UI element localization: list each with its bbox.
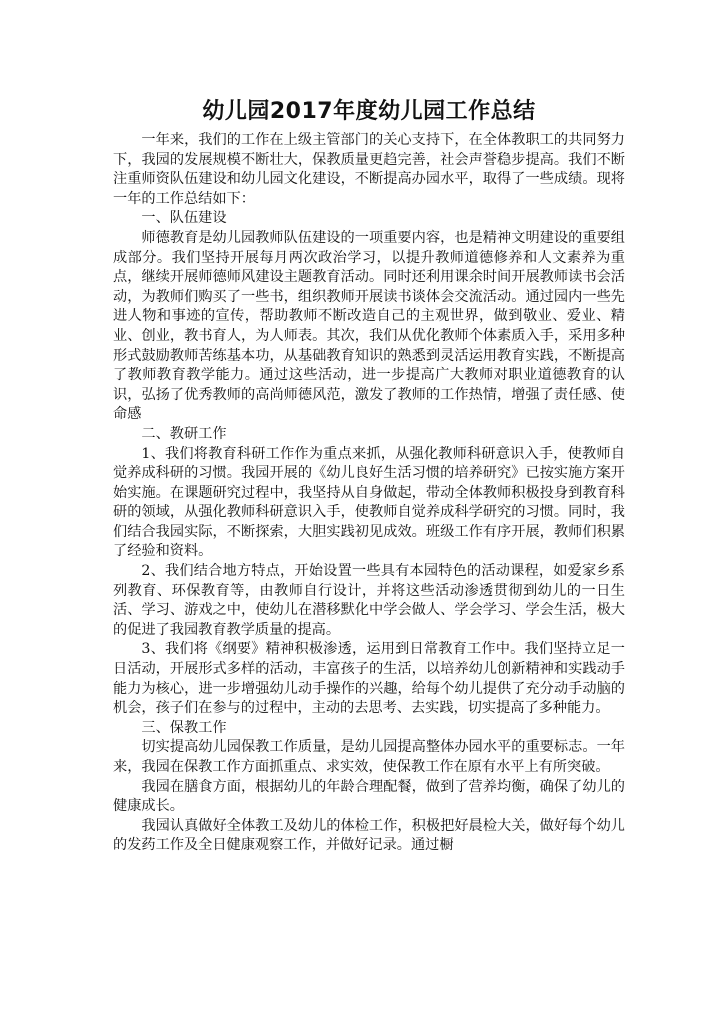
paragraph-care-2: 我园在膳食方面，根据幼儿的年龄合理配餐，做到了营养均衡，确保了幼儿的健康成长。 (113, 778, 625, 815)
section-heading-care: 三、保教工作 (141, 719, 227, 736)
document-page (113, 97, 625, 856)
paragraph-care-3: 我园认真做好全体教工及幼儿的体检工作，积极把好晨检大关，做好每个幼儿的发药工作及全日健康观察工作，并做好记录。通过橱 (113, 817, 625, 854)
paragraph-care-1: 切实提高幼儿园保教工作质量，是幼儿园提高整体办园水平的重要标志。一年来，我园在保教工作方面抓重点、求实效，使保教工作在原有水平上有所突破。 (113, 739, 625, 775)
paragraph-teacher-ethics: 师德教育是幼儿园教师队伍建设的一项重要内容，也是精神文明建设的重要组成部分。我们坚持开展每月两次政治学习，以提升教师道德修养和人文素养为重点，继续开展师德师风建设主题教育活动。同时还利用课余时间开展教师读书会活动，为教师们购买了一些书，组织教师开展读书谈体会交流活动。通过园内一些先进人物和事迹的宣传，帮助教师不断改造自己的主观世界，做到敬业、爱业、精业、创业，教书育人，为人师表。其次，我们从优化教师个体素质入手，采用多种形式鼓励教师苦练基本功，从基础教育知识的熟悉到灵活运用教育实践，不断提高了教师教育教学能力。通过这些活动，进一步提高广大教师对职业道德教育的认识，弘扬了优秀教师的高尚师德风范，激发了教师的工作热情，增强了责任感、使命感 (113, 229, 625, 423)
paragraph-research-2: 2、我们结合地方特点，开始设置一些具有本园特色的活动课程，如爱家乡系列教育、环保教育等，由教师自行设计，并将这些活动渗透贯彻到幼儿的一日生活、学习、游戏之中，使幼儿在潜移默化中学会做人、学会学习、学会生活，极大的促进了我园教育教学质量的提高。 (113, 563, 625, 638)
paragraph-research-3: 3、我们将《纲要》精神积极渗透，运用到日常教育工作中。我们坚持立足一日活动，开展形式多样的活动，丰富孩子的生活，以培养幼儿创新精神和实践动手能力为核心，进一步增强幼儿动手操作的兴趣，给每个幼儿提供了充分动手动脑的机会，孩子们在参与的过程中，主动的去思考、去实践，切实提高了多种能力。 (113, 641, 625, 717)
document-title: 幼儿园2017年度幼儿园工作总结 (202, 99, 536, 124)
intro-paragraph: 一年来，我们的工作在上级主管部门的关心支持下，在全体教职工的共同努力下，我园的发展规模不断壮大，保教质量更趋完善，社会声誉稳步提高。我们不断注重师资队伍建设和幼儿园文化建设，不断提高办园水平，取得了一些成绩。现将一年的工作总结如下： (113, 132, 625, 207)
section-heading-team: 一、队伍建设 (141, 210, 227, 227)
section-heading-research: 二、教研工作 (141, 425, 227, 442)
paragraph-research-1: 1、我们将教育科研工作作为重点来抓，从强化教师科研意识入手，使教师自觉养成科研的习惯。我园开展的《幼儿良好生活习惯的培养研究》已按实施方案开始实施。在课题研究过程中，我坚持从自身做起，带动全体教师积极投身到教育科研的领域，从强化教师科研意识入手，使教师自觉养成科学研究的习惯。同时，我们结合我园实际，不断探索，大胆实践初见成效。班级工作有序开展，教师们积累了经验和资料。 (113, 445, 625, 560)
